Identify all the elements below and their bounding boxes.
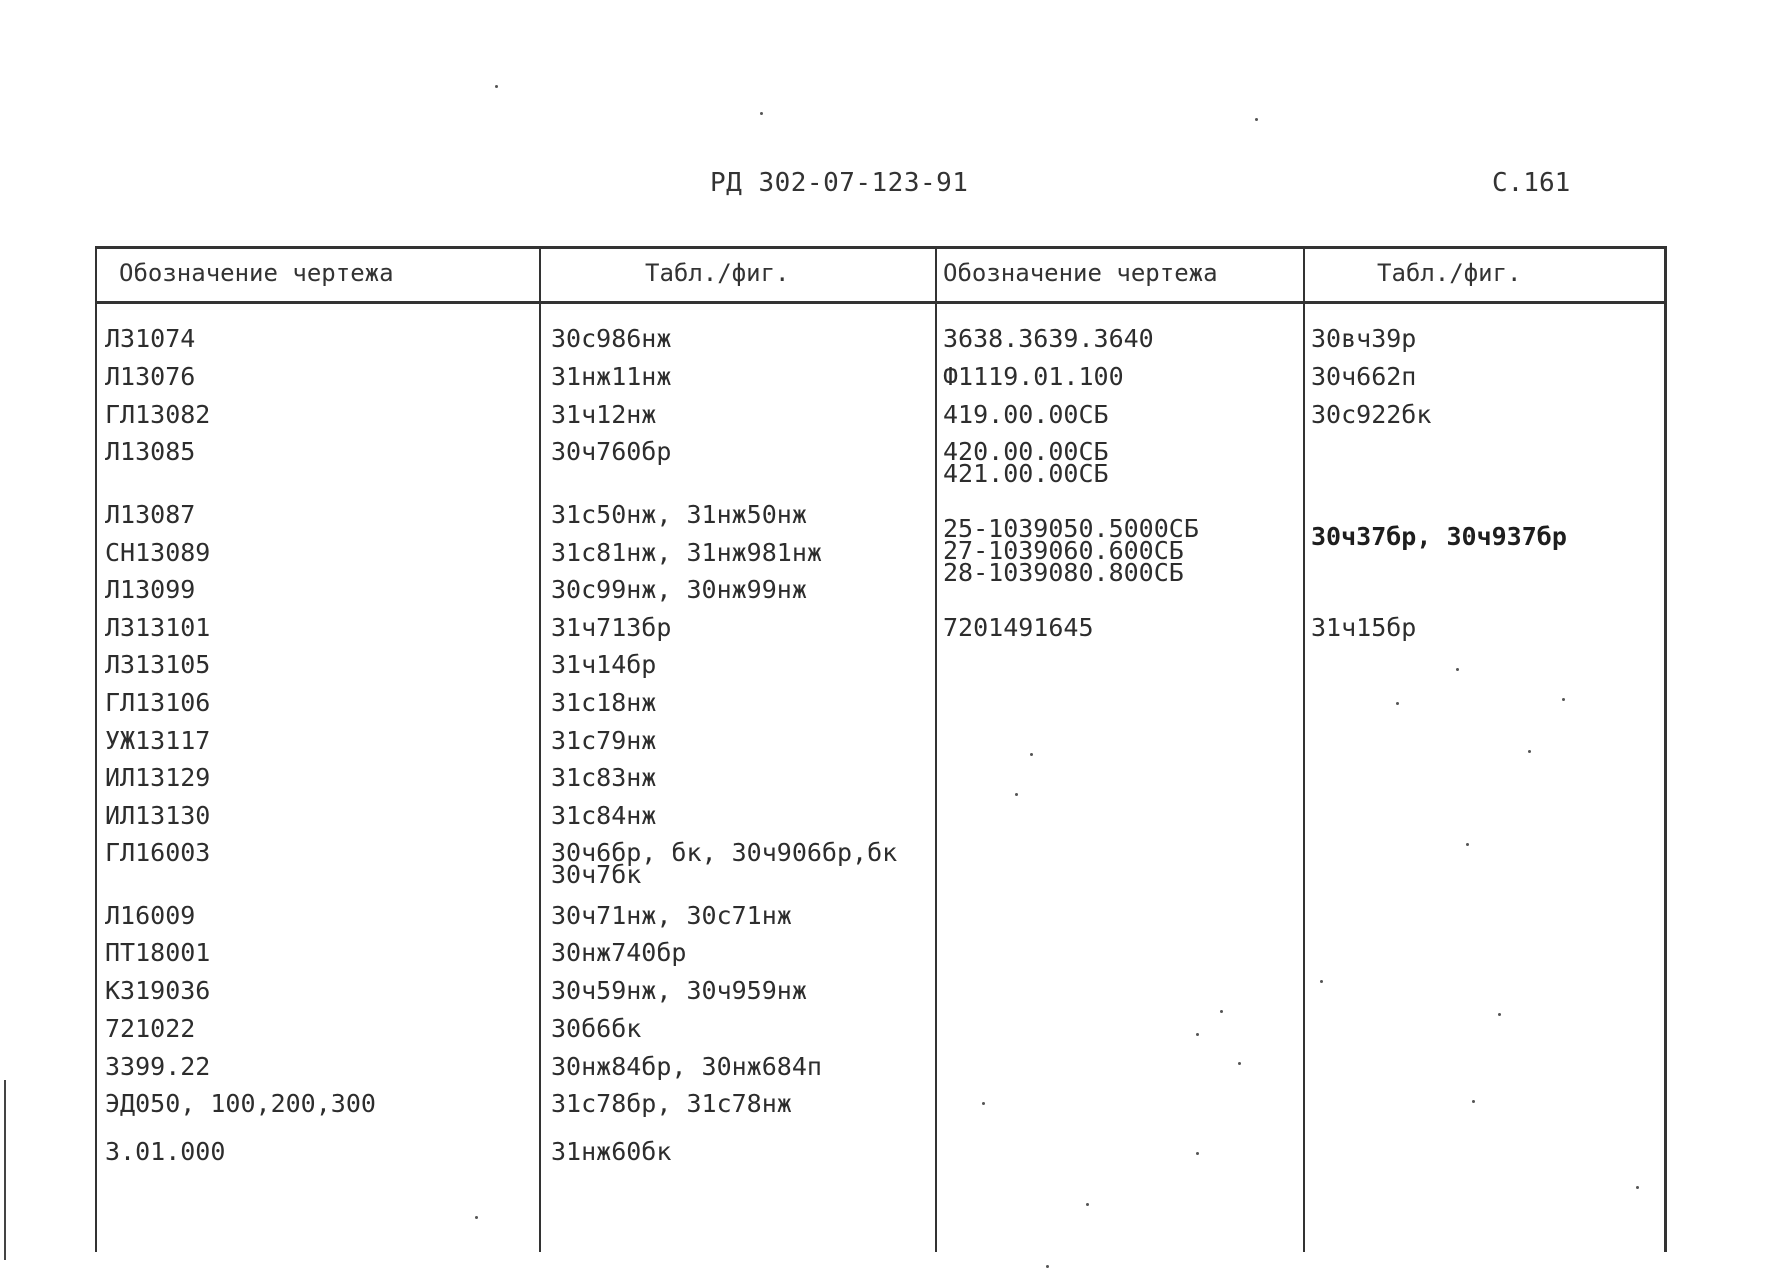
row-table-fig: 31с78бр, 31с78нж xyxy=(551,1089,792,1118)
scan-speck xyxy=(1456,668,1459,671)
row-designation: 3638.3639.3640 xyxy=(943,324,1154,353)
row-table-fig: 31с81нж, 31нж981нж xyxy=(551,538,822,567)
column-header-tablefig-left: Табл./фиг. xyxy=(645,259,790,287)
scan-speck xyxy=(1086,1203,1089,1206)
scan-speck xyxy=(1562,698,1565,701)
row-table-fig: 30б6бк xyxy=(551,1014,642,1043)
row-table-fig: 31ч15бр xyxy=(1311,613,1417,642)
scan-speck xyxy=(760,112,763,115)
scan-speck xyxy=(1636,1186,1639,1189)
row-designation: Л13085 xyxy=(105,437,196,466)
row-table-fig: 31с18нж xyxy=(551,688,657,717)
row-designation: ЭД050, 100,200,300 xyxy=(105,1089,376,1118)
scan-speck xyxy=(1255,118,1258,121)
scan-speck xyxy=(1238,1062,1241,1065)
row-table-fig: 30ч71нж, 30с71нж xyxy=(551,901,792,930)
row-table-fig: 31с79нж xyxy=(551,726,657,755)
row-table-fig: 31нж60бк xyxy=(551,1137,672,1166)
row-designation: 3399.22 xyxy=(105,1052,211,1081)
row-designation: ИЛ13129 xyxy=(105,763,211,792)
scan-edge-line xyxy=(4,1080,6,1260)
scan-speck xyxy=(1030,753,1033,756)
scan-speck xyxy=(1528,750,1531,753)
row-designation: ГЛ16003 xyxy=(105,838,211,867)
row-designation: 25-1039050.5000СБ xyxy=(943,514,1199,543)
row-designation: УЖ13117 xyxy=(105,726,211,755)
row-designation: ПТ18001 xyxy=(105,938,211,967)
column-divider xyxy=(1303,249,1305,1252)
column-header-designation-left: Обозначение чертежа xyxy=(119,259,394,287)
row-designation: 721022 xyxy=(105,1014,196,1043)
scan-speck xyxy=(1015,793,1018,796)
row-designation: 7201491645 xyxy=(943,613,1094,642)
row-designation: ЛЗ13101 xyxy=(105,613,211,642)
row-table-fig: 31ч12нж xyxy=(551,400,657,429)
row-designation: КЗ19036 xyxy=(105,976,211,1005)
row-designation: ГЛ13106 xyxy=(105,688,211,717)
scan-speck xyxy=(1396,702,1399,705)
row-table-fig: 30ч662п xyxy=(1311,362,1417,391)
row-designation: ИЛ13130 xyxy=(105,801,211,830)
row-designation: Л13076 xyxy=(105,362,196,391)
row-designation: Л13087 xyxy=(105,500,196,529)
row-table-fig: 30ч59нж, 30ч959нж xyxy=(551,976,807,1005)
row-table-fig: 31ч14бр xyxy=(551,650,657,679)
row-table-fig: 30с922бк xyxy=(1311,400,1432,429)
document-code: РД 302-07-123-91 xyxy=(710,168,969,198)
row-table-fig: 30ч7бк xyxy=(551,860,642,889)
page-number: С.161 xyxy=(1492,168,1571,198)
row-table-fig: 30ч37бр, 30ч937бр xyxy=(1311,522,1567,551)
row-table-fig: 31с50нж, 31нж50нж xyxy=(551,500,807,529)
scan-speck xyxy=(495,85,498,88)
row-designation: Л16009 xyxy=(105,901,196,930)
scan-speck xyxy=(475,1216,478,1219)
column-header-tablefig-right: Табл./фиг. xyxy=(1377,259,1522,287)
row-table-fig: 30нж84бр, 30нж684п xyxy=(551,1052,822,1081)
row-designation: Ф1119.01.100 xyxy=(943,362,1124,391)
row-designation: 3.01.000 xyxy=(105,1137,226,1166)
row-table-fig: 31с84нж xyxy=(551,801,657,830)
row-designation: Л13099 xyxy=(105,575,196,604)
scan-speck xyxy=(1472,1100,1475,1103)
row-designation: ГЛ13082 xyxy=(105,400,211,429)
scan-speck xyxy=(1498,1013,1501,1016)
row-table-fig: 31нж11нж xyxy=(551,362,672,391)
row-table-fig: 31с83нж xyxy=(551,763,657,792)
scan-speck xyxy=(1320,980,1323,983)
scan-speck xyxy=(1196,1152,1199,1155)
row-table-fig: 30ч760бр xyxy=(551,437,672,466)
page-header xyxy=(0,168,1780,202)
row-designation: 27-1039060.600СБ xyxy=(943,536,1184,565)
row-designation: 28-1039080.800СБ xyxy=(943,558,1184,587)
row-table-fig: 30ч6бр, бк, 30ч906бр,бк xyxy=(551,838,898,867)
scan-speck xyxy=(1196,1033,1199,1036)
header-rule xyxy=(97,301,1664,304)
column-divider xyxy=(539,249,541,1252)
row-designation: СН13089 xyxy=(105,538,211,567)
scan-speck xyxy=(1046,1265,1049,1268)
row-designation: 420.00.00СБ xyxy=(943,437,1109,466)
row-designation: 419.00.00СБ xyxy=(943,400,1109,429)
drawing-index-table xyxy=(95,246,1667,1252)
scan-speck xyxy=(1466,843,1469,846)
row-table-fig: 30нж740бр xyxy=(551,938,687,967)
row-table-fig: 31ч713бр xyxy=(551,613,672,642)
scan-speck xyxy=(1220,1010,1223,1013)
row-designation: ЛЗ13105 xyxy=(105,650,211,679)
row-table-fig: 30с986нж xyxy=(551,324,672,353)
row-designation: 421.00.00СБ xyxy=(943,459,1109,488)
row-designation: Л31074 xyxy=(105,324,196,353)
row-table-fig: 30с99нж, 30нж99нж xyxy=(551,575,807,604)
column-divider xyxy=(935,249,937,1252)
column-header-designation-right: Обозначение чертежа xyxy=(943,259,1218,287)
scan-speck xyxy=(982,1102,985,1105)
row-table-fig: 30вч39р xyxy=(1311,324,1417,353)
